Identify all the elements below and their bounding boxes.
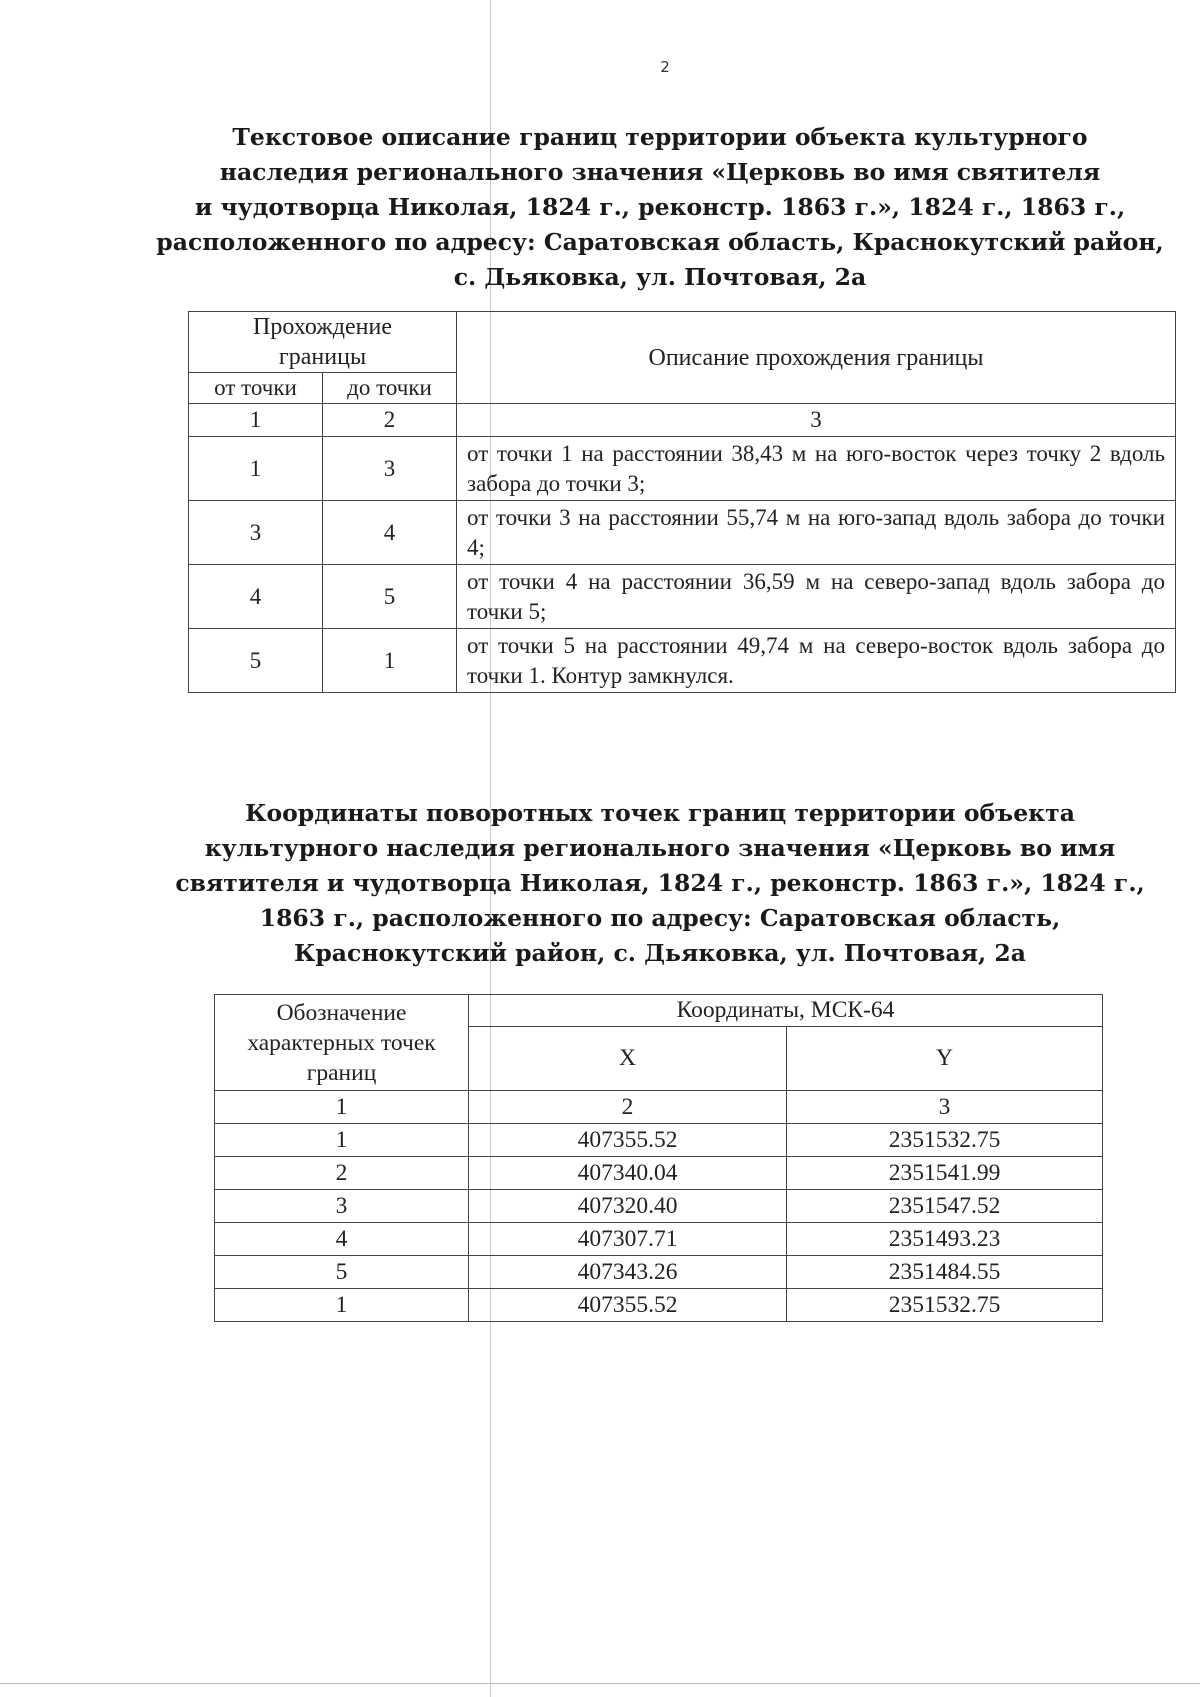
boundary-description-table <box>188 311 1176 693</box>
title-line: наследия регионального значения «Церковь во имя святителя <box>219 158 1101 186</box>
table-row <box>189 565 1176 629</box>
from-point-cell: 1 <box>189 437 323 501</box>
table-row <box>189 501 1176 565</box>
description-cell: от точки 1 на расстоянии 38,43 м на юго-восток через точку 2 вдоль забора до точки 3; <box>457 437 1176 501</box>
table-row <box>215 1124 1103 1157</box>
to-point-cell: 5 <box>323 565 457 629</box>
title-line: расположенного по адресу: Саратовская область, Краснокутский район, <box>156 228 1164 256</box>
title-line: святителя и чудотворца Николая, 1824 г., реконстр. 1863 г.», 1824 г., <box>175 869 1145 897</box>
header-y: Y <box>787 1027 1103 1091</box>
column-number: 2 <box>469 1091 787 1124</box>
y-cell: 2351532.75 <box>787 1289 1103 1322</box>
table-row <box>215 1289 1103 1322</box>
table-header-row <box>189 312 1176 373</box>
from-point-cell: 3 <box>189 501 323 565</box>
column-number: 3 <box>787 1091 1103 1124</box>
column-number-row <box>215 1091 1103 1124</box>
header-x: X <box>469 1027 787 1091</box>
coordinates-table <box>214 994 1103 1322</box>
y-cell: 2351484.55 <box>787 1256 1103 1289</box>
y-cell: 2351541.99 <box>787 1157 1103 1190</box>
description-cell: от точки 5 на расстоянии 49,74 м на северо-восток вдоль забора до точки 1. Контур замкнулся. <box>457 629 1176 693</box>
header-boundary-passage: Прохождение границы <box>189 312 457 373</box>
from-point-cell: 5 <box>189 629 323 693</box>
table-header-row <box>215 995 1103 1027</box>
point-cell: 1 <box>215 1124 469 1157</box>
table-row <box>189 629 1176 693</box>
table-row <box>215 1256 1103 1289</box>
column-number-row <box>189 404 1176 437</box>
y-cell: 2351532.75 <box>787 1124 1103 1157</box>
x-cell: 407307.71 <box>469 1223 787 1256</box>
x-cell: 407343.26 <box>469 1256 787 1289</box>
point-cell: 4 <box>215 1223 469 1256</box>
column-number: 2 <box>323 404 457 437</box>
table-row <box>189 437 1176 501</box>
column-number: 1 <box>215 1091 469 1124</box>
to-point-cell: 3 <box>323 437 457 501</box>
title-line: Координаты поворотных точек границ территории объекта <box>245 799 1075 827</box>
title-line: 1863 г., расположенного по адресу: Саратовская область, <box>259 904 1061 932</box>
title-line: Краснокутский район, с. Дьяковка, ул. Почтовая, 2а <box>294 939 1026 967</box>
header-to-point: до точки <box>323 373 457 404</box>
header-coordinates: Координаты, МСК-64 <box>469 995 1103 1027</box>
title-line: Текстовое описание границ территории объекта культурного <box>232 123 1088 151</box>
x-cell: 407340.04 <box>469 1157 787 1190</box>
table-row <box>215 1223 1103 1256</box>
table-row <box>215 1190 1103 1223</box>
page-number: 2 <box>660 58 670 76</box>
boundary-description-title <box>150 120 1170 295</box>
header-boundary-description: Описание прохождения границы <box>457 312 1176 404</box>
column-number: 1 <box>189 404 323 437</box>
title-line: с. Дьяковка, ул. Почтовая, 2а <box>453 263 867 291</box>
header-point-designation: Обозначение характерных точек границ <box>215 995 469 1091</box>
x-cell: 407355.52 <box>469 1289 787 1322</box>
to-point-cell: 4 <box>323 501 457 565</box>
coordinates-title <box>150 796 1170 971</box>
table-row <box>215 1157 1103 1190</box>
title-line: и чудотворца Николая, 1824 г., реконстр. 1863 г.», 1824 г., 1863 г., <box>194 193 1126 221</box>
y-cell: 2351493.23 <box>787 1223 1103 1256</box>
description-cell: от точки 4 на расстоянии 36,59 м на северо-запад вдоль забора до точки 5; <box>457 565 1176 629</box>
point-cell: 3 <box>215 1190 469 1223</box>
y-cell: 2351547.52 <box>787 1190 1103 1223</box>
point-cell: 5 <box>215 1256 469 1289</box>
column-number: 3 <box>457 404 1176 437</box>
from-point-cell: 4 <box>189 565 323 629</box>
description-cell: от точки 3 на расстоянии 55,74 м на юго-запад вдоль забора до точки 4; <box>457 501 1176 565</box>
title-line: культурного наследия регионального значения «Церковь во имя <box>204 834 1116 862</box>
point-cell: 2 <box>215 1157 469 1190</box>
scan-bottom-edge <box>0 1683 1200 1684</box>
x-cell: 407355.52 <box>469 1124 787 1157</box>
x-cell: 407320.40 <box>469 1190 787 1223</box>
point-cell: 1 <box>215 1289 469 1322</box>
to-point-cell: 1 <box>323 629 457 693</box>
header-from-point: от точки <box>189 373 323 404</box>
